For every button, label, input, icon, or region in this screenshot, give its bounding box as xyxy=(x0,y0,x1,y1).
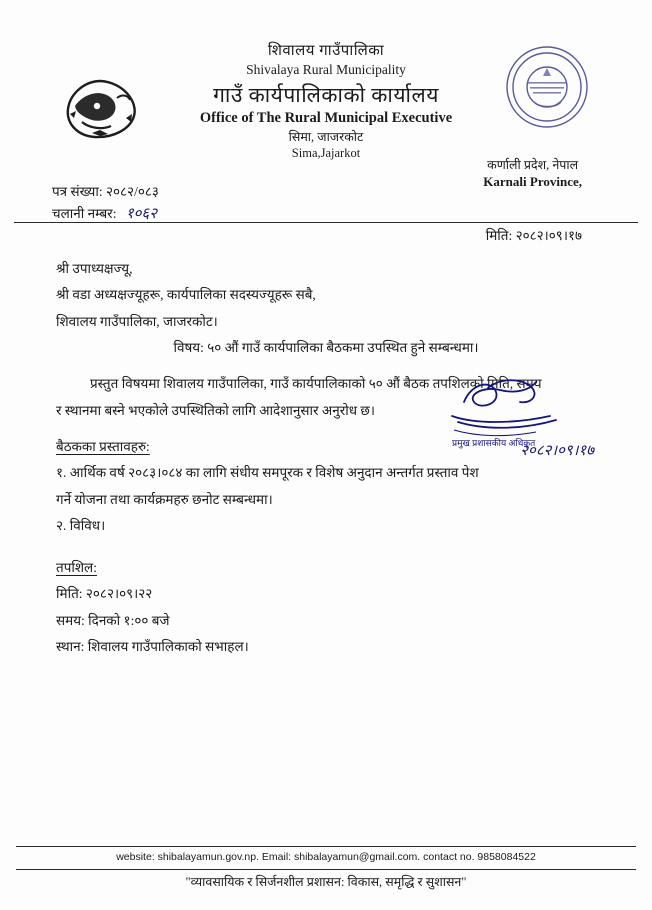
agenda-item: २. विविध। xyxy=(56,517,106,533)
municipality-name-en: Shivalaya Rural Municipality xyxy=(246,61,406,77)
miti-value: २०८२।०९।१७ xyxy=(515,228,582,243)
patra-sankhya-value: २०८२/०८३ xyxy=(105,184,159,199)
subject-line: विषय: ५० औं गाउँ कार्यपालिका बैठकमा उपस्थित हुने सम्बन्धमा। xyxy=(173,339,479,355)
municipality-name-np: शिवालय गाउँपालिका xyxy=(267,43,385,59)
footer-contact: website: shibalayamun.gov.np. Email: shibalayamun@gmail.com. contact no. 9858084522 xyxy=(116,851,536,863)
letterhead xyxy=(0,0,652,189)
letter-date xyxy=(486,226,582,244)
chalani-label: चलानी नम्बर: xyxy=(52,205,117,221)
agenda-heading: बैठकका प्रस्तावहरु: xyxy=(56,438,150,454)
agenda-item: १. आर्थिक वर्ष २०८३।०८४ का लागि संधीय समपूरक र विशेष अनुदान अन्तर्गत प्रस्ताव पेश xyxy=(56,465,479,481)
signature-date-hand: २०८२।०९।१७ xyxy=(520,443,594,459)
address-en: Sima,Jajarkot xyxy=(291,145,361,160)
salutation: श्री उपाध्यक्षज्यू, xyxy=(56,261,133,276)
recipient-line-2: शिवालय गाउँपालिका, जाजरकोट। xyxy=(56,313,218,329)
tapsil-heading: तपशिल: xyxy=(56,560,97,576)
paragraph-line-1: प्रस्तुत विषयमा शिवालय गाउँपालिका, गाउँ कार्यपालिकाको ५० औं बैठक तपशिलको मिति, समय xyxy=(90,376,542,392)
reference-block xyxy=(52,182,159,226)
paragraph-line-2: र स्थानमा बस्ने भएकोले उपस्थितिको लागि आदेशानुसार अनुरोध छ। xyxy=(56,402,375,418)
recipient-line-1: श्री वडा अध्यक्षज्यूहरू, कार्यपालिका सदस्यज्यूहरू सबै, xyxy=(56,287,316,303)
province-block xyxy=(483,158,582,190)
svg-text:प्रमुख प्रशासकीय अधिकृत: प्रमुख प्रशासकीय अधिकृत xyxy=(452,438,536,448)
province-np: कर्णाली प्रदेश, नेपाल xyxy=(487,158,579,172)
nepal-government-emblem-icon xyxy=(62,78,140,140)
office-name-np: गाउँ कार्यपालिकाको कार्यालय xyxy=(213,82,439,107)
header-titles xyxy=(150,42,502,161)
tapsil-item: समय: दिनको १:०० बजे xyxy=(56,612,170,628)
agenda-item: गर्ने योजना तथा कार्यक्रमहरु छनोट सम्बन्धमा। xyxy=(56,491,273,507)
footer-slogan: "व्यावसायिक र सिर्जनशील प्रशासन: विकास, समृद्धि र सुशासन" xyxy=(185,875,467,889)
tapsil-item: स्थान: शिवालय गाउँपालिकाको सभाहल। xyxy=(56,639,249,655)
chalani-value: १०६२ xyxy=(125,205,158,222)
tapsil-item: मिति: २०८२।०९।२२ xyxy=(56,586,153,602)
office-name-en: Office of The Rural Municipal Executive xyxy=(199,109,453,126)
province-en: Karnali Province, xyxy=(483,173,582,189)
official-round-stamp-icon xyxy=(504,44,590,130)
letter-body xyxy=(56,256,596,660)
miti-label: मिति: xyxy=(485,228,513,243)
header-divider xyxy=(14,222,638,223)
patra-sankhya-label: पत्र संख्या: xyxy=(52,184,103,199)
letter-footer xyxy=(0,846,652,892)
address-np: सिमा, जाजरकोट xyxy=(288,130,364,144)
patra-sankhya-row xyxy=(52,182,159,203)
